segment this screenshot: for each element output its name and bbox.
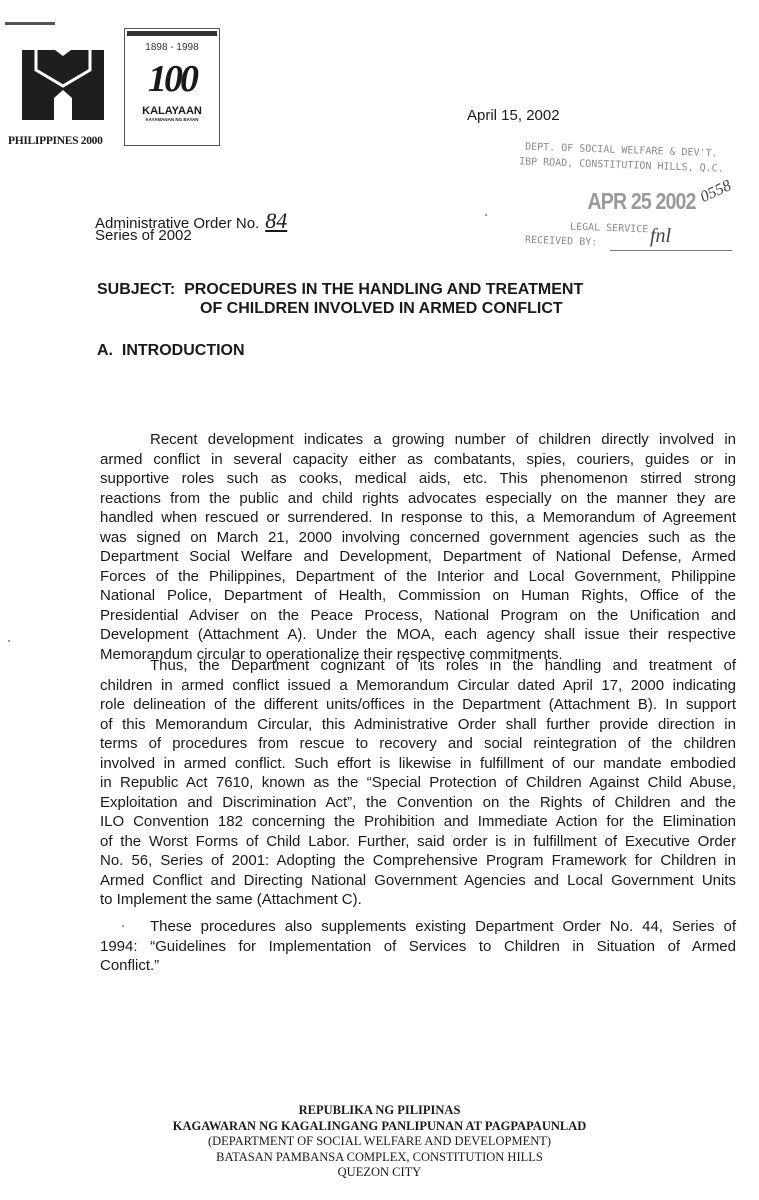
scan-speck	[485, 214, 487, 216]
paragraph-line: handled when rescued or surrendered. In response to this, a Memorandum of Agreement	[100, 509, 736, 526]
paragraph-line: armed conflict in several capacity either as combatants, spies, couriers, guides or in	[100, 450, 736, 468]
paragraph-line: to Implement the same (Attachment C).	[100, 891, 362, 908]
paragraph-line: was signed on March 21, 2000 involving concerned government agencies such as the	[100, 528, 736, 546]
paragraph-line: National Police, Department of Health, Commission on Human Rights, Office of the	[100, 587, 736, 604]
paragraph-line: Memorandum circular to operationalize their respective commitments.	[100, 645, 563, 663]
paragraph-line: Department Social Welfare and Development, Department of National Defense, Armed	[100, 548, 736, 565]
philippines-2000-logo	[22, 50, 104, 120]
centennial-number: 100	[148, 58, 196, 100]
order-label: Administrative Order No.	[95, 215, 260, 232]
paragraph-line: children in armed conflict issued a Memorandum Circular dated April 17, 2000 indicating	[100, 676, 736, 694]
centennial-logo	[124, 28, 220, 146]
paragraph-line: Conflict.”	[100, 957, 160, 974]
footer-line: (DEPARTMENT OF SOCIAL WELFARE AND DEVELOPMENT)	[207, 1134, 552, 1148]
paragraph-line: Presidential Adviser on the Peace Process, National Program on the Unification and	[100, 606, 736, 624]
footer-line: QUEZON CITY	[337, 1165, 422, 1179]
stamp-line-4: RECEIVED BY:	[524, 234, 598, 249]
paragraph-line: of the Worst Forms of Child Labor. Further, said order is in fulfillment of Executive Order	[100, 832, 736, 850]
handwritten-initials: fnl	[650, 225, 672, 247]
paragraph-line: 1994: “Guidelines for Implementation of Services to Children in Situation of Armed	[100, 937, 736, 955]
scan-speck	[8, 640, 10, 642]
order-series: Series of 2002	[95, 227, 192, 244]
document-date: April 15, 2002	[467, 107, 560, 124]
footer-line: KAGAWARAN NG KAGALINGANG PANLIPUNAN AT PAGPAPAUNLAD	[172, 1118, 587, 1133]
paragraph-line: reactions from the public and child rights advocates especially on the manner they are	[100, 489, 736, 507]
paragraph-line: Development (Attachment A). Under the MOA, each agency shall issue their respective	[100, 626, 736, 643]
footer-line: REPUBLIKA NG PILIPINAS	[298, 1103, 461, 1117]
scan-speck	[122, 925, 124, 927]
subject-line-1: SUBJECT: PROCEDURES IN THE HANDLING AND TREATMENT	[97, 281, 584, 298]
order-number: 84	[265, 208, 288, 233]
handwritten-number: 0558	[697, 177, 734, 207]
paragraph-line: No. 56, Series of 2001: Adopting the Comprehensive Program Framework for Children in	[100, 852, 736, 869]
paragraph-line: Exploitation and Discrimination Act”, the Convention on the Rights of Children and the	[100, 793, 736, 811]
paragraph-line: supportive roles such as cooks, medical aids, etc. This phenomenon stirred strong	[100, 470, 736, 487]
section-heading: A. INTRODUCTION	[97, 342, 245, 359]
paragraph-line: These procedures also supplements existing Department Order No. 44, Series of	[150, 918, 736, 935]
paragraph-line: Armed Conflict and Directing National Government Agencies and Local Government Units	[100, 871, 736, 889]
paragraph-line: Thus, the Department cognizant of its roles in the handling and treatment of	[150, 657, 736, 674]
paragraph-line: in Republic Act 7610, known as the “Special Protection of Children Against Child Abuse,	[100, 774, 736, 791]
paragraph-3	[100, 917, 736, 976]
received-by-line	[610, 250, 732, 251]
stamp-line-3: LEGAL SERVICE	[569, 221, 649, 236]
subject-heading	[97, 280, 583, 318]
paragraph-line: Recent development indicates a growing number of children directly involved in	[150, 431, 736, 448]
centennial-years: 1898 - 1998	[145, 42, 199, 53]
centennial-banner	[127, 31, 217, 36]
footer-address	[0, 1103, 759, 1181]
paragraph-1	[100, 430, 736, 664]
paragraph-line: involved in armed conflict. Such effort is likewise in fulfillment of our mandate embodied	[100, 754, 736, 772]
centennial-subword: KAYAMANAN NG BAYAN	[145, 117, 199, 122]
stamp-line-1: DEPT. OF SOCIAL WELFARE & DEV'T.	[524, 141, 718, 160]
logo-caption: PHILIPPINES 2000	[8, 135, 103, 147]
footer-line: BATASAN PAMBANSA COMPLEX, CONSTITUTION HILLS	[216, 1149, 543, 1164]
paragraph-line: terms of procedures from rescue to recovery and social reintegration of the children	[100, 735, 736, 752]
paragraph-line: role delineation of the different units/offices in the Department (Attachment B). In support	[100, 696, 736, 713]
paragraph-line: ILO Convention 182 concerning the Prohibition and Immediate Action for the Elimination	[100, 813, 736, 830]
paragraph-2	[100, 656, 736, 910]
paragraph-line: Forces of the Philippines, Department of the Interior and Local Government, Philippine	[100, 567, 736, 585]
centennial-word: KALAYAAN	[142, 105, 202, 117]
subject-line-2: OF CHILDREN INVOLVED IN ARMED CONFLICT	[200, 300, 563, 317]
stamp-line-2: IBP ROAD, CONSTITUTION HILLS, Q.C.	[518, 156, 724, 175]
top-rule-mark	[5, 22, 55, 25]
stamp-date: APR 25 2002	[587, 188, 696, 214]
paragraph-line: of this Memorandum Circular, this Administrative Order shall further provide direction in	[100, 715, 736, 733]
